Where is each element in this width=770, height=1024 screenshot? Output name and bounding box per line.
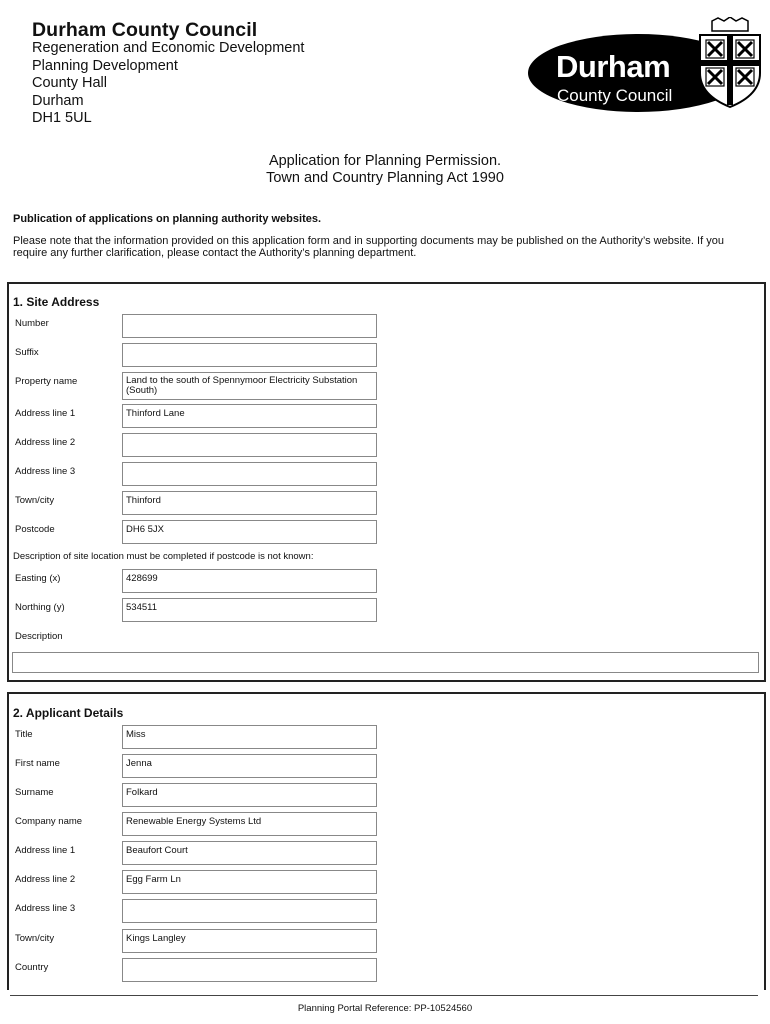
field-label-address-line-3: Address line 3 <box>15 466 76 477</box>
field-label-number: Number <box>15 318 49 329</box>
location-note: Description of site location must be completed if postcode is not known: <box>13 551 314 562</box>
applicant-address-line-3-field[interactable] <box>122 899 377 923</box>
field-label-property-name: Property name <box>15 376 78 387</box>
postcode-field[interactable]: DH6 5JX <box>122 520 377 544</box>
application-title-line2: Town and Country Planning Act 1990 <box>266 169 504 186</box>
town-city-field[interactable]: Thinford <box>122 491 377 515</box>
field-label-surname: Surname <box>15 787 54 798</box>
address-line: Regeneration and Economic Development <box>32 40 305 56</box>
site-address-title: 1. Site Address <box>13 295 100 309</box>
address-line: Planning Development <box>32 57 178 74</box>
field-label-country: Country <box>15 962 49 973</box>
field-label-address-line-2: Address line 2 <box>15 437 76 448</box>
applicant-details-title: 2. Applicant Details <box>13 706 124 720</box>
site-address-section <box>7 282 766 682</box>
number-field[interactable] <box>122 314 377 338</box>
council-title: Durham County Council <box>32 19 258 41</box>
applicant-town-city-field[interactable]: Kings Langley <box>122 929 377 953</box>
field-label-title: Title <box>15 729 33 740</box>
field-label-town-city: Town/city <box>15 495 55 506</box>
planning-portal-reference: Planning Portal Reference: PP-10524560 <box>297 1003 473 1014</box>
field-label-applicant-address-line-2: Address line 2 <box>15 874 76 885</box>
northing-field[interactable]: 534511 <box>122 598 377 622</box>
field-label-company-name: Company name <box>15 816 83 827</box>
publication-text: Please note that the information provided on this application form and in supporting documents may be published on the Authority’s website. If you require any further clarification, please contact the Authority’s planning department. <box>13 235 724 259</box>
field-label-northing: Northing (y) <box>15 602 65 613</box>
applicant-address-line-2-field[interactable]: Egg Farm Ln <box>122 870 377 894</box>
property-name-field[interactable]: Land to the south of Spennymoor Electricity Substation (South) <box>122 372 377 400</box>
publication-heading: Publication of applications on planning authority websites. <box>13 213 322 225</box>
field-label-address-line-1: Address line 1 <box>15 408 76 419</box>
surname-field[interactable]: Folkard <box>122 783 377 807</box>
field-label-applicant-address-line-3: Address line 3 <box>15 903 76 914</box>
field-label-first-name: First name <box>15 758 60 769</box>
field-label-applicant-address-line-1: Address line 1 <box>15 845 76 856</box>
address-line-2-field[interactable] <box>122 433 377 457</box>
application-title <box>0 153 770 186</box>
easting-field[interactable]: 428699 <box>122 569 377 593</box>
title-field[interactable]: Miss <box>122 725 377 749</box>
field-label-postcode: Postcode <box>15 524 55 535</box>
applicant-address-line-1-field[interactable]: Beaufort Court <box>122 841 377 865</box>
council-logo <box>528 15 768 115</box>
field-label-suffix: Suffix <box>15 347 39 358</box>
address-line-3-field[interactable] <box>122 462 377 486</box>
suffix-field[interactable] <box>122 343 377 367</box>
country-field[interactable] <box>122 958 377 982</box>
address-line: Durham <box>32 92 84 109</box>
application-title-line1: Application for Planning Permission. <box>268 153 502 169</box>
company-name-field[interactable]: Renewable Energy Systems Ltd <box>122 812 377 836</box>
field-label-easting: Easting (x) <box>15 573 61 584</box>
address-line: DH1 5UL <box>32 110 92 126</box>
address-line: County Hall <box>32 75 107 91</box>
field-label-applicant-town-city: Town/city <box>15 933 55 944</box>
field-label-description: Description <box>15 631 63 642</box>
description-field[interactable] <box>12 652 759 673</box>
logo-text-county-council: County Council <box>557 86 673 105</box>
address-line-1-field[interactable]: Thinford Lane <box>122 404 377 428</box>
logo-text-durham: Durham <box>556 49 671 84</box>
footer-divider <box>10 995 758 996</box>
first-name-field[interactable]: Jenna <box>122 754 377 778</box>
coat-of-arms-icon <box>694 17 766 109</box>
applicant-details-section <box>7 692 766 990</box>
